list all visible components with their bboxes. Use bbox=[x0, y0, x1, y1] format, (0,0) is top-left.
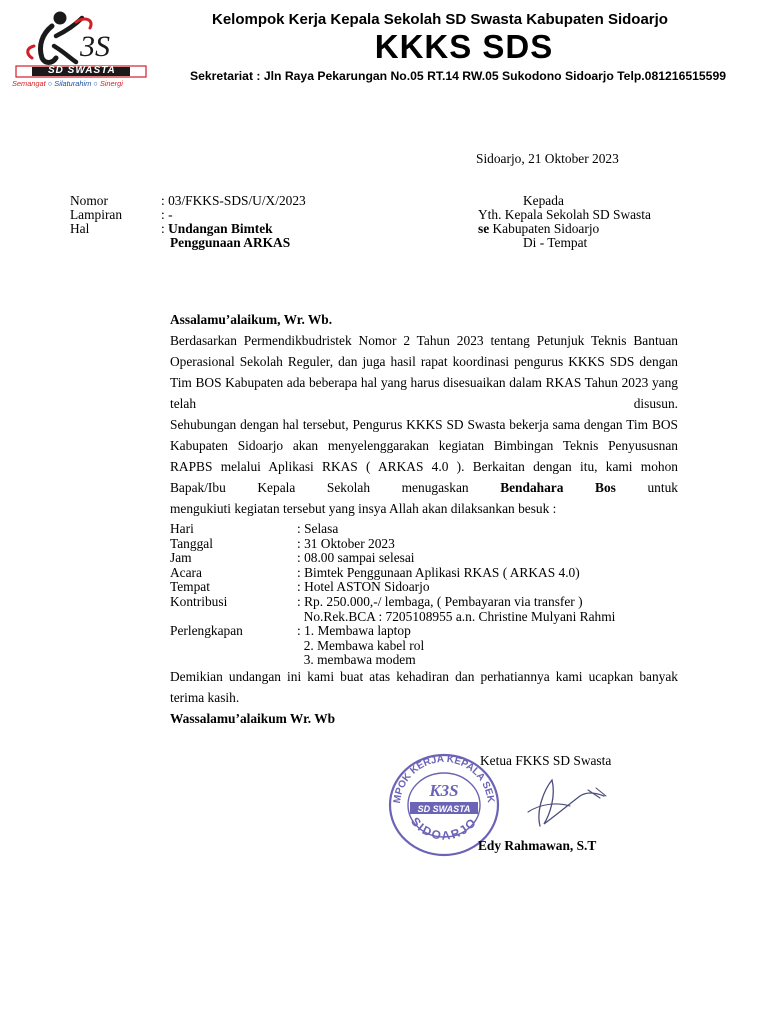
detail-value: : 08.00 sampai selesai bbox=[297, 550, 415, 566]
lampiran-value: : - bbox=[161, 207, 173, 222]
bendahara-bos: Bendahara Bos bbox=[500, 480, 616, 495]
detail-label: Tanggal bbox=[170, 535, 213, 551]
greeting: Assalamu’alaikum, Wr. Wb. bbox=[170, 312, 333, 327]
recipient-line-2: se Kabupaten Sidoarjo bbox=[478, 221, 600, 236]
detail-value: : Rp. 250.000,-/ lembaga, ( Pembayaran via transfer ) bbox=[297, 594, 583, 609]
motto-word-3: Sinergi bbox=[99, 79, 123, 88]
stamp-bottom-text: SIDOARJO bbox=[408, 814, 480, 843]
detail-value: No.Rek.BCA : 7205108955 a.n. Christine Mulyani Rahmi bbox=[297, 608, 616, 624]
salam-penutup: Wassalamu’alaikum Wr. Wb bbox=[170, 711, 336, 726]
org-line: Kelompok Kerja Kepala Sekolah SD Swasta Kabupaten Sidoarjo bbox=[212, 11, 668, 28]
date-place: Sidoarjo, 21 Oktober 2023 bbox=[476, 151, 619, 166]
detail-label: Kontribusi bbox=[170, 594, 228, 609]
motto-word-1: Semangat bbox=[12, 79, 46, 88]
detail-label: Hari bbox=[170, 521, 194, 536]
detail-label: Jam bbox=[170, 550, 192, 566]
handwritten-signature bbox=[500, 766, 620, 836]
detail-value: : Selasa bbox=[297, 521, 339, 536]
detail-row bbox=[170, 639, 670, 654]
closing-paragraph: Demikian undangan ini kami buat atas kehadiran dan perhatiannya kami ucapkan banyak terima kasih. bbox=[170, 669, 678, 705]
detail-value: : Hotel ASTON Sidoarjo bbox=[297, 579, 430, 595]
hal-value: : Undangan Bimtek bbox=[161, 221, 273, 236]
recipient-line-1: Yth. Kepala Sekolah SD Swasta bbox=[478, 207, 651, 222]
detail-label: Acara bbox=[170, 564, 202, 580]
stamp-banner-text: SD SWASTA bbox=[417, 804, 471, 814]
detail-label: Tempat bbox=[170, 579, 210, 595]
detail-row bbox=[170, 551, 670, 566]
detail-value: : 1. Membawa laptop bbox=[297, 623, 411, 639]
detail-row bbox=[170, 595, 670, 610]
lampiran-label: Lampiran bbox=[70, 207, 123, 222]
logo-banner-text: SD SWASTA bbox=[48, 65, 116, 76]
hal-subject-2: Penggunaan ARKAS bbox=[170, 235, 291, 250]
signature-position: Ketua FKKS SD Swasta bbox=[480, 753, 612, 768]
stamp-center-logo: K3S bbox=[429, 781, 459, 800]
hal-label: Hal bbox=[70, 221, 90, 236]
detail-label: Perlengkapan bbox=[170, 623, 243, 639]
detail-value: 3. membawa modem bbox=[297, 652, 416, 668]
recipient-line-3: Di - Tempat bbox=[523, 235, 588, 250]
signatory-name: Edy Rahmawan, S.T bbox=[478, 838, 597, 853]
recipient-kepada: Kepada bbox=[523, 193, 564, 208]
detail-value: : Bimtek Penggunaan Aplikasi RKAS ( ARKAS 4.0) bbox=[297, 564, 580, 580]
detail-row bbox=[170, 624, 670, 639]
detail-row bbox=[170, 522, 670, 537]
signature-scribble-icon bbox=[500, 766, 620, 836]
page-title: KKKS SDS bbox=[374, 28, 554, 65]
detail-row bbox=[170, 610, 670, 625]
nomor-value: : 03/FKKS-SDS/U/X/2023 bbox=[161, 193, 306, 208]
nomor-label: Nomor bbox=[70, 193, 108, 208]
logo-motto: Semangat ○ Silaturahim ○ Sinergi bbox=[12, 79, 123, 88]
detail-value: : 31 Oktober 2023 bbox=[297, 535, 395, 551]
svg-text:3S: 3S bbox=[80, 30, 110, 63]
hal-subject-1: Undangan Bimtek bbox=[168, 221, 273, 236]
detail-row bbox=[170, 537, 670, 552]
stamp-ring-text: MPOK KERJA KEPALA SEK bbox=[391, 753, 496, 805]
header-address: Sekretariat : Jln Raya Pekarungan No.05 RT.14 RW.05 Sukodono Sidoarjo Telp.081216515599 bbox=[190, 69, 727, 83]
svg-text:SIDOARJO bbox=[408, 814, 480, 842]
body-paragraph-2: Sehubungan dengan hal tersebut, Pengurus KKKS SD Swasta bekerja sama dengan Tim BOS Kabupaten Sidoarjo akan menyelenggarakan kegiatan Bimbingan Teknis Penyususnan RAPBS melalui Aplikasi RKAS ( ARKAS 4.0 ). Berkaitan dengan itu, kami mohon Bapak/Ibu Kepala Sekolah menugaskan Bendahara Bos untuk bbox=[170, 417, 678, 495]
motto-word-2: Silaturahim bbox=[54, 79, 92, 88]
body-paragraph-1: Berdasarkan Permendikbudristek Nomor 2 Tahun 2023 tentang Petunjuk Teknis Bantuan Operasional Sekolah Reguler, dan juga hasil rapat koordinasi pengurus KKKS SDS dengan Tim BOS Kabupaten ada beberapa hal yang harus disesuaikan dalam RKAS Tahun 2023 yang telah disusun. bbox=[170, 333, 678, 411]
body-paragraph-2-end: mengukiuti kegiatan tersebut yang insya Allah akan dilaksankan besuk : bbox=[170, 501, 557, 516]
detail-value: 2. Membawa kabel rol bbox=[297, 637, 425, 653]
